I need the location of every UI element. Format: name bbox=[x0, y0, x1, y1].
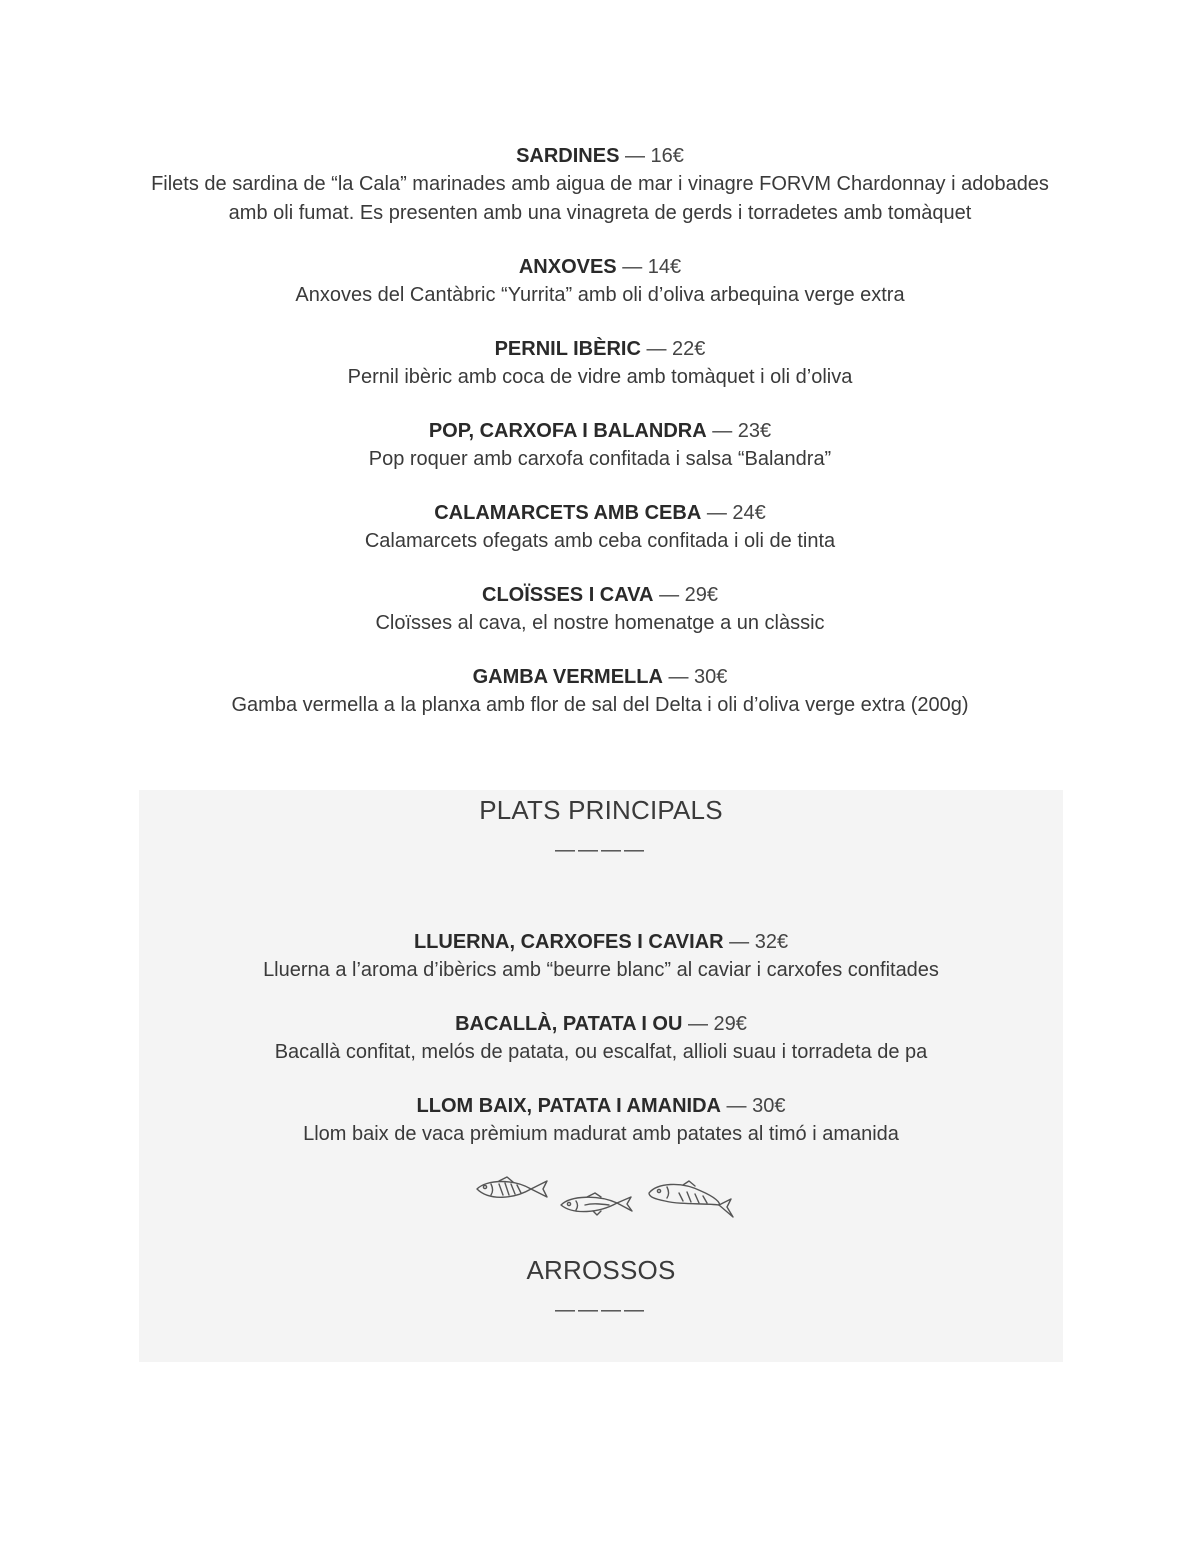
dish-price: — 23€ bbox=[706, 420, 772, 442]
menu-item bbox=[0, 335, 1200, 392]
dish-name: POP, CARXOFA I BALANDRA bbox=[428, 420, 707, 442]
dish-price: — 22€ bbox=[640, 338, 706, 360]
dish-price: — 32€ bbox=[723, 931, 789, 953]
dish-description: Lluerna a l’aroma d’ibèrics amb “beurre blanc” al caviar i carxofes confitades bbox=[263, 959, 939, 981]
dish-price: — 30€ bbox=[662, 666, 728, 688]
menu-item bbox=[0, 581, 1200, 638]
section-title-mains: PLATS PRINCIPALS bbox=[479, 795, 723, 825]
dish-description: Cloïsses al cava, el nostre homenatge a un clàssic bbox=[375, 612, 825, 634]
dish-description: Gamba vermella a la planxa amb flor de sal del Delta i oli d’oliva verge extra (200g) bbox=[231, 694, 969, 716]
section-title-rice: ARROSSOS bbox=[526, 1255, 676, 1285]
dish-name: CLOÏSSES I CAVA bbox=[482, 584, 654, 606]
dish-name: ANXOVES bbox=[518, 256, 617, 278]
menu-item bbox=[139, 1010, 1063, 1067]
dish-name: CALAMARCETS AMB CEBA bbox=[434, 502, 702, 524]
mains-list bbox=[139, 928, 1063, 1174]
dish-name: PERNIL IBÈRIC bbox=[494, 338, 641, 360]
dish-description: Calamarcets ofegats amb ceba confitada i oli de tinta bbox=[364, 530, 836, 552]
fish-icon bbox=[649, 1181, 733, 1217]
dish-description: Bacallà confitat, melós de patata, ou escalfat, allioli suau i torradeta de pa bbox=[274, 1041, 928, 1063]
dish-description: Anxoves del Cantàbric “Yurrita” amb oli d’oliva arbequina verge extra bbox=[295, 284, 905, 306]
starters-section bbox=[0, 142, 1200, 745]
menu-item bbox=[0, 499, 1200, 556]
menu-item bbox=[0, 142, 1200, 228]
dish-price: — 24€ bbox=[701, 502, 766, 524]
fish-illustration bbox=[469, 1175, 739, 1225]
dish-price: — 29€ bbox=[653, 584, 718, 606]
dish-description: Llom baix de vaca prèmium madurat amb patates al timó i amanida bbox=[303, 1123, 899, 1145]
section-divider: ———— bbox=[555, 839, 647, 861]
dish-price: — 29€ bbox=[682, 1013, 747, 1035]
dish-price: — 30€ bbox=[720, 1095, 786, 1117]
dish-name: BACALLÀ, PATATA I OU bbox=[455, 1013, 683, 1035]
dish-name: LLOM BAIX, PATATA I AMANIDA bbox=[416, 1095, 721, 1117]
fish-icon bbox=[477, 1177, 547, 1197]
menu-item bbox=[0, 417, 1200, 474]
dish-price: — 16€ bbox=[619, 145, 684, 167]
dish-description: Filets de sardina de “la Cala” marinades amb aigua de mar i vinagre FORVM Chardonnay i adobades amb oli fumat. Es presenten amb una vinagreta de gerds i torradetes amb tomàquet bbox=[151, 173, 1049, 224]
fish-icon bbox=[561, 1193, 632, 1215]
dish-name: SARDINES bbox=[516, 145, 620, 167]
mains-panel bbox=[139, 790, 1063, 1362]
dish-description: Pernil ibèric amb coca de vidre amb tomàquet i oli d’oliva bbox=[347, 366, 853, 388]
section-divider: ———— bbox=[555, 1299, 647, 1321]
dish-price: — 14€ bbox=[616, 256, 682, 278]
menu-item bbox=[0, 253, 1200, 310]
menu-item bbox=[139, 1092, 1063, 1149]
menu-item bbox=[0, 663, 1200, 720]
dish-name: LLUERNA, CARXOFES I CAVIAR bbox=[413, 931, 724, 953]
menu-item bbox=[139, 928, 1063, 985]
dish-name: GAMBA VERMELLA bbox=[472, 666, 663, 688]
dish-description: Pop roquer amb carxofa confitada i salsa “Balandra” bbox=[368, 448, 832, 470]
